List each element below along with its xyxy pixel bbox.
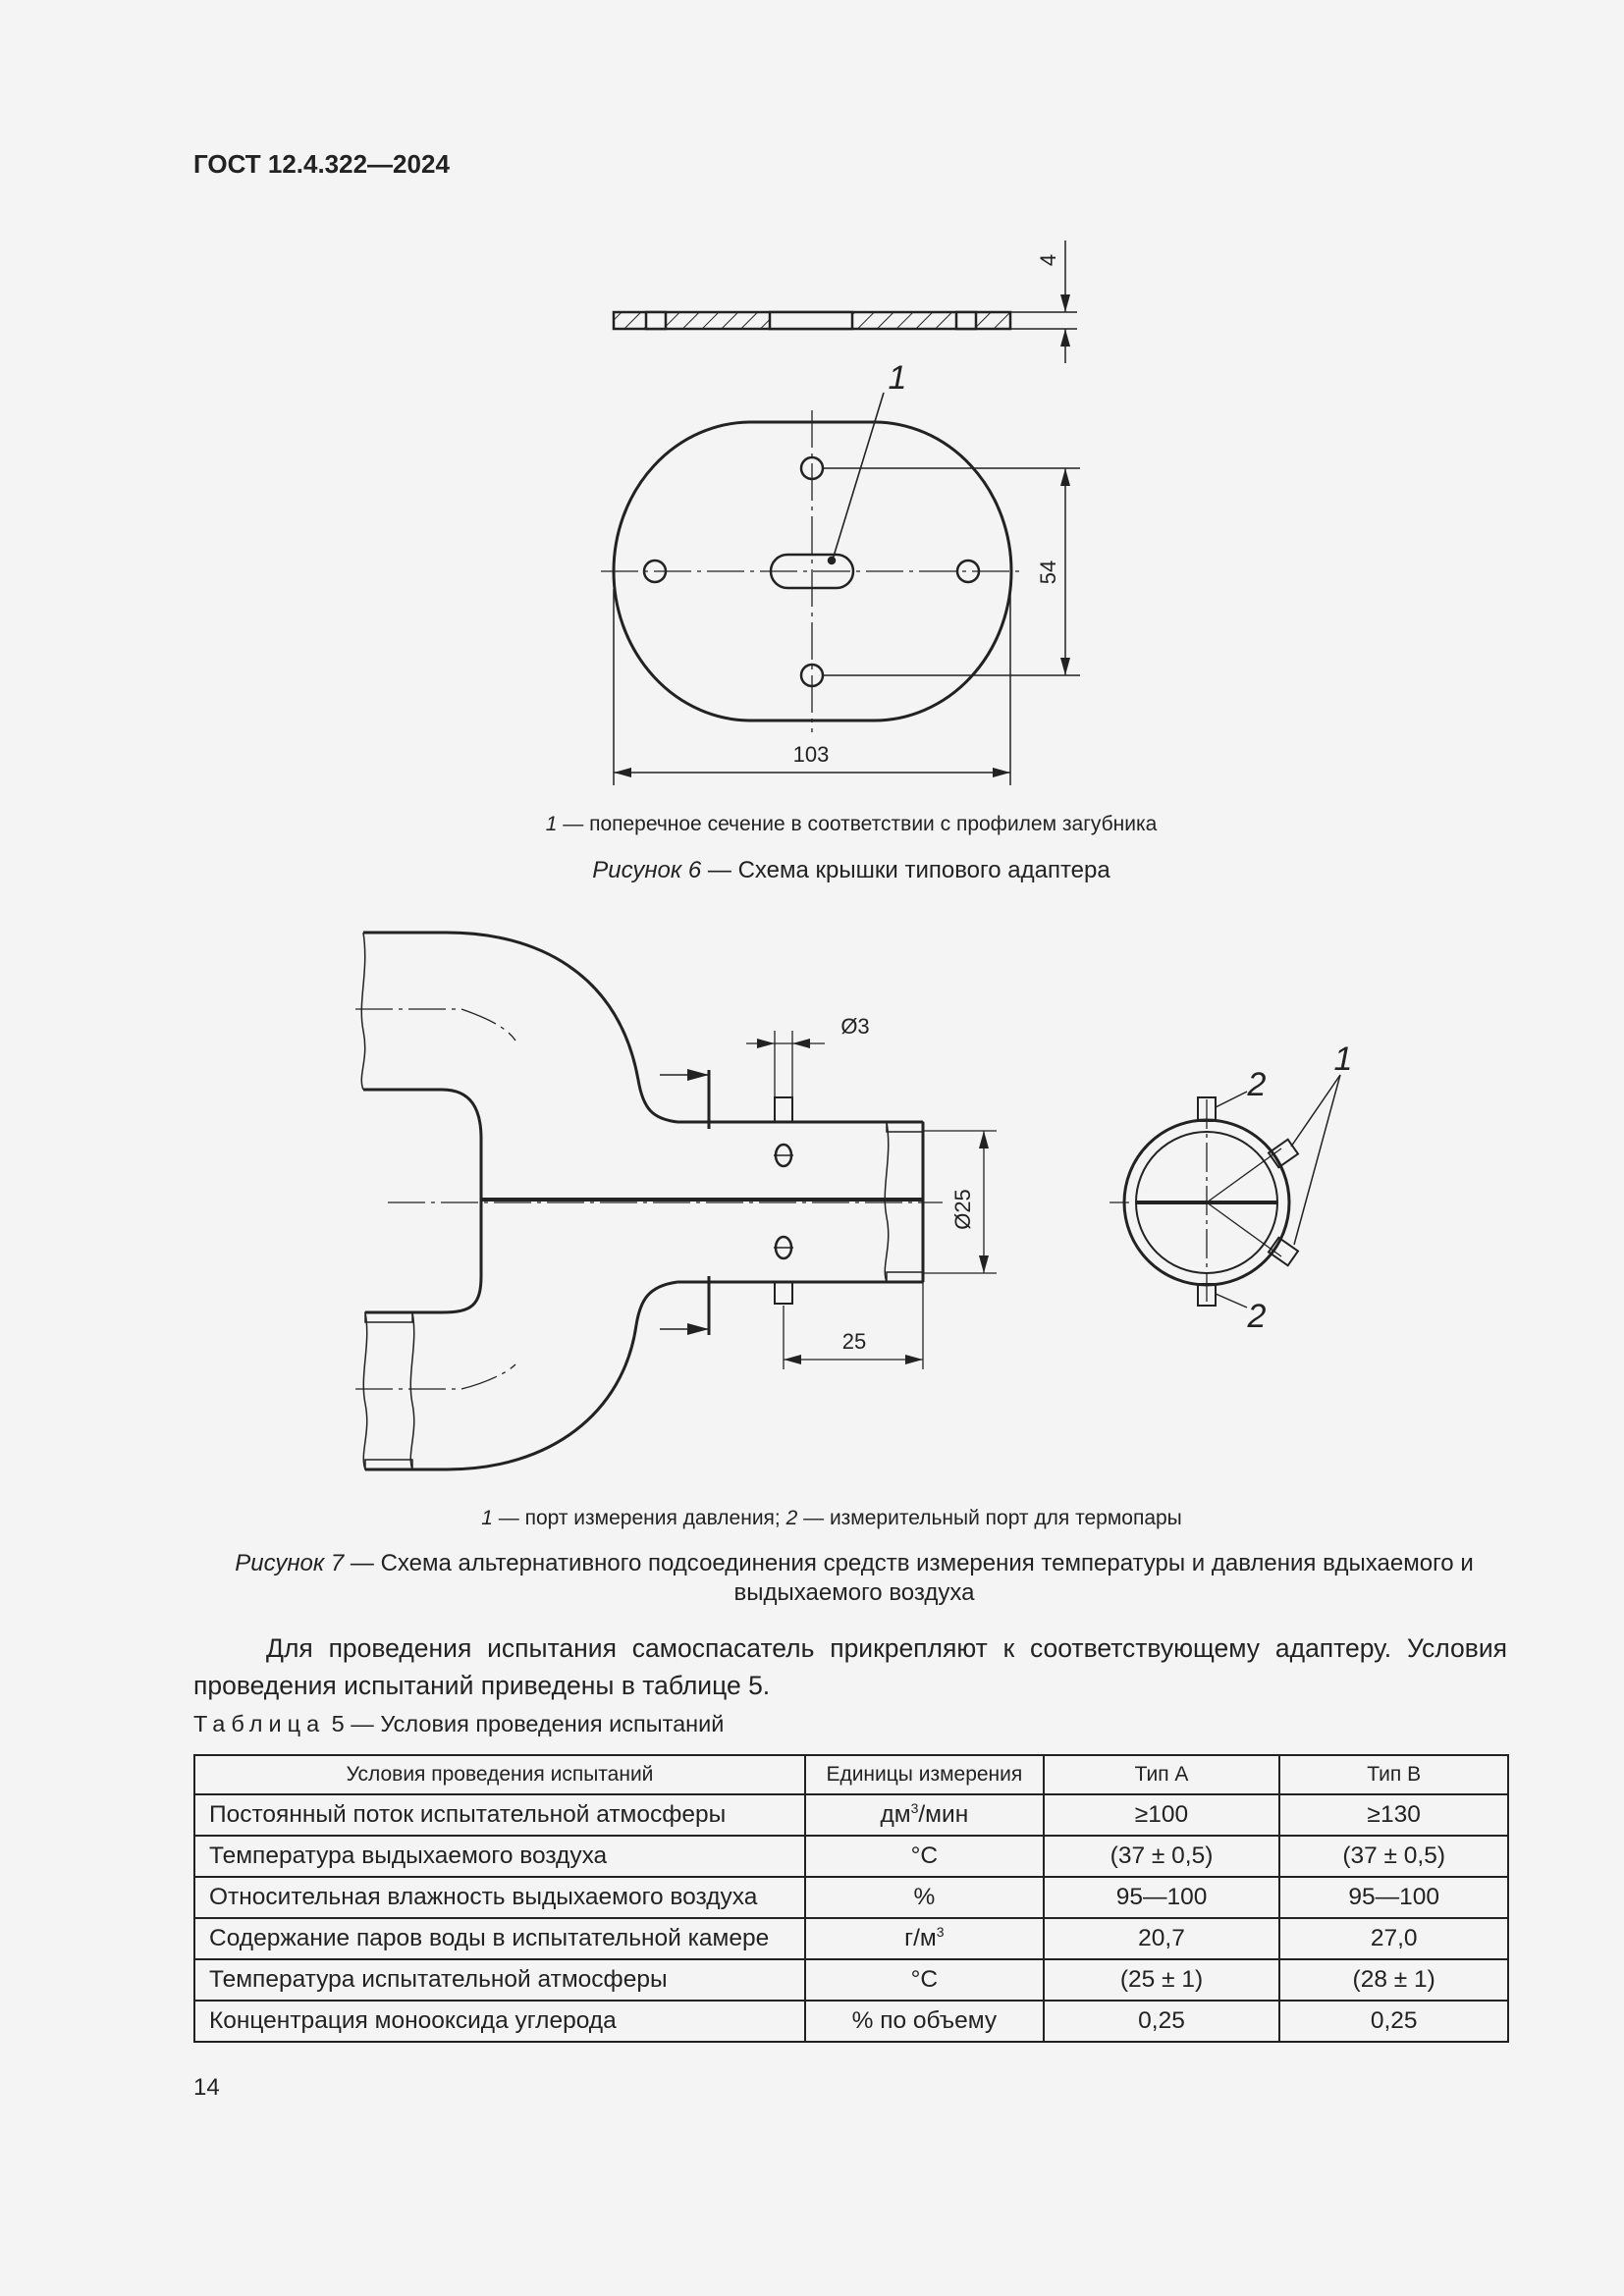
body-paragraph: Для проведения испытания самоспасатель прикрепляют к соответствующему адаптеру. Условия проведения испытаний приведены в таблице 5. [193, 1633, 1507, 1700]
label-1: 1 [1333, 1041, 1353, 1078]
table-header: Условия проведения испытаний [194, 1755, 805, 1794]
figure-7-caption: Рисунок 7 — Схема альтернативного подсоединения средств измерения температуры и давления вдыхаемого и выдыхаемого воздуха [235, 1550, 1474, 1606]
table-row [194, 1918, 1508, 1959]
dim-height-label: 54 [1036, 560, 1060, 585]
cell-type-b: ≥130 [1279, 1794, 1508, 1836]
table-row [194, 1959, 1508, 2001]
table-header: Единицы измерения [805, 1755, 1044, 1794]
cell-type-a: (37 ± 0,5) [1044, 1836, 1280, 1877]
label-2-bottom: 2 [1247, 1298, 1267, 1335]
cell-condition: Температура выдыхаемого воздуха [194, 1836, 805, 1877]
table-header: Тип А [1044, 1755, 1280, 1794]
table-header-row [194, 1755, 1508, 1794]
dim-port-label: Ø3 [840, 1014, 870, 1039]
figure-6-key: 1 — поперечное сечение в соответствии с профилем загубника [545, 813, 1158, 835]
cell-condition: Температура испытательной атмосферы [194, 1959, 805, 2001]
cell-unit: $г/м^3$ [805, 1918, 1044, 1959]
cell-unit: % [805, 1877, 1044, 1918]
cell-type-a: 20,7 [1044, 1918, 1280, 1959]
cell-type-b: 95—100 [1279, 1877, 1508, 1918]
cell-unit: °C [805, 1836, 1044, 1877]
callout-1: 1 [888, 359, 907, 397]
table-row [194, 2001, 1508, 2042]
cell-condition: Концентрация монооксида углерода [194, 2001, 805, 2042]
cell-type-a: (25 ± 1) [1044, 1959, 1280, 2001]
figure-6-caption: Рисунок 6 — Схема крышки типового адаптера [592, 857, 1110, 883]
dim-length-label: 25 [841, 1329, 867, 1354]
document-header: ГОСТ 12.4.322—2024 [193, 149, 450, 179]
table-row [194, 1877, 1508, 1918]
table-row [194, 1794, 1508, 1836]
cell-condition: Содержание паров воды в испытательной камере [194, 1918, 805, 1959]
dim-thickness-label: 4 [1036, 253, 1060, 267]
cell-type-a: 0,25 [1044, 2001, 1280, 2042]
conditions-table [193, 1754, 1509, 2043]
cell-condition: Постоянный поток испытательной атмосферы [194, 1794, 805, 1836]
cell-condition: Относительная влажность выдыхаемого воздуха [194, 1877, 805, 1918]
table-header: Тип В [1279, 1755, 1508, 1794]
page-number: 14 [193, 2074, 220, 2101]
table-row [194, 1836, 1508, 1877]
cell-type-b: (37 ± 0,5) [1279, 1836, 1508, 1877]
figure-6-drawing [0, 226, 1624, 815]
table-title: Таблица 5 — Условия проведения испытаний [193, 1711, 725, 1736]
figure-7-key: 1 — порт измерения давления; 2 — измерительный порт для термопары [481, 1507, 1182, 1529]
dim-width-label: 103 [792, 742, 830, 767]
cell-unit: °C [805, 1959, 1044, 2001]
figure-7-drawing [0, 913, 1624, 1512]
cell-type-a: 95—100 [1044, 1877, 1280, 1918]
cell-type-b: 0,25 [1279, 2001, 1508, 2042]
dim-diameter-label: Ø25 [950, 1189, 975, 1230]
cell-type-a: ≥100 [1044, 1794, 1280, 1836]
cell-type-b: 27,0 [1279, 1918, 1508, 1959]
cell-type-b: (28 ± 1) [1279, 1959, 1508, 2001]
cell-unit: % по объему [805, 2001, 1044, 2042]
label-2-top: 2 [1247, 1066, 1267, 1103]
cell-unit: $дм^3$/мин [805, 1794, 1044, 1836]
